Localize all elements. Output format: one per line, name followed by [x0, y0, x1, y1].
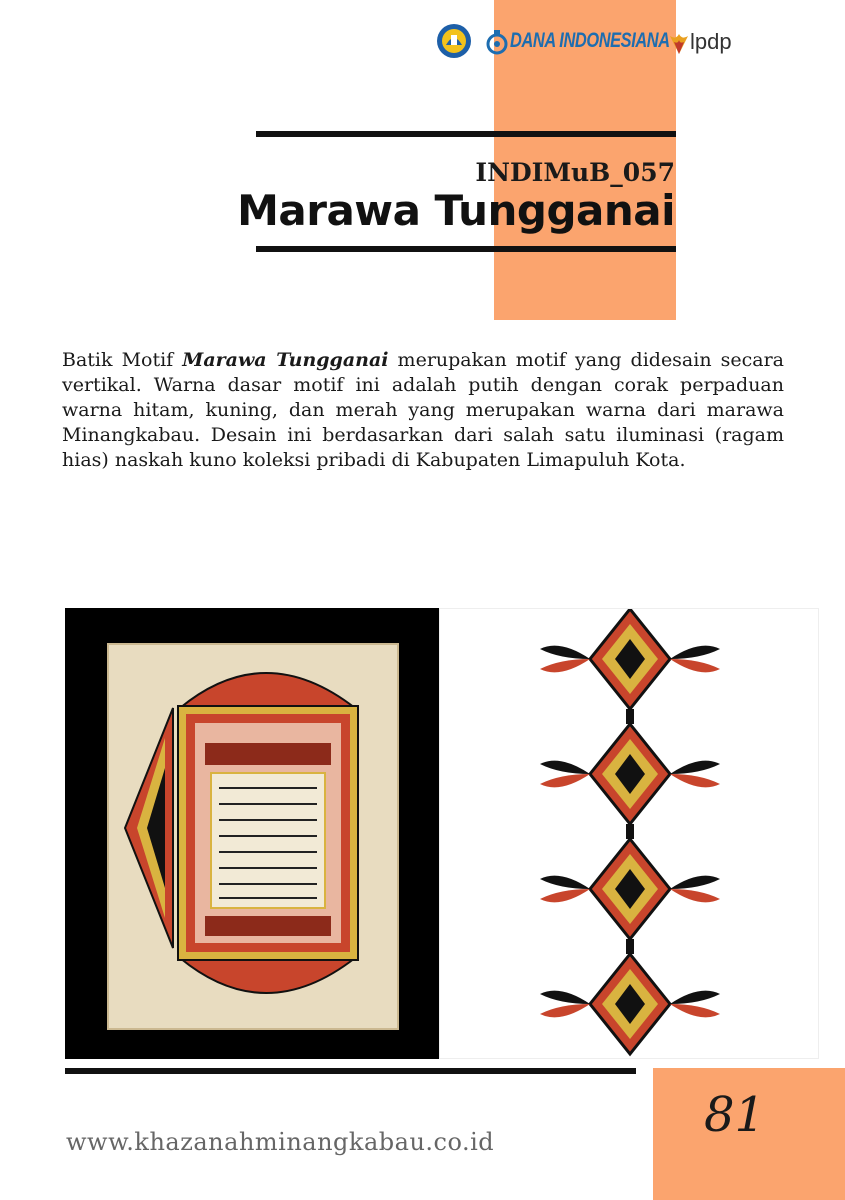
lpdp-flame-icon	[668, 30, 690, 56]
kemdikbud-logo-icon	[436, 23, 472, 59]
manuscript-image	[65, 608, 439, 1059]
lpdp-logo	[668, 26, 758, 58]
batik-motif-icon	[440, 609, 820, 1060]
dana-indonesiana-logo	[486, 26, 670, 58]
footer-rule	[65, 1068, 636, 1074]
description-intro: Batik Motif	[62, 349, 183, 371]
lpdp-text: lpdp	[690, 29, 732, 54]
sponsor-logos	[436, 22, 756, 62]
page-number: 81	[704, 1087, 766, 1143]
header-rule-top	[256, 131, 676, 137]
website-url[interactable]: www.khazanahminangkabau.co.id	[66, 1128, 495, 1156]
manuscript-illumination-icon	[65, 608, 439, 1059]
motif-code: INDIMuB_057	[475, 158, 675, 187]
dana-indonesiana-text: DANA INDONESIANA	[510, 29, 670, 52]
description-motif-name: Marawa Tungganai	[182, 349, 389, 371]
batik-motif-image	[439, 608, 819, 1059]
description-paragraph	[62, 348, 784, 473]
description-rest: merupakan motif yang didesain secara vertikal. Warna dasar motif ini adalah putih dengan corak perpaduan warna hitam, kuning, dan merah yang merupakan warna dari marawa Minangkabau. Desain ini berdasarkan dari salah satu iluminasi (ragam hias) naskah kuno koleksi pribadi di Kabupaten Limapuluh Kota.	[62, 349, 785, 471]
header-rule-bottom	[256, 246, 676, 252]
page-title: Marawa Tungganai	[237, 186, 675, 235]
dana-indonesiana-icon	[486, 28, 508, 56]
